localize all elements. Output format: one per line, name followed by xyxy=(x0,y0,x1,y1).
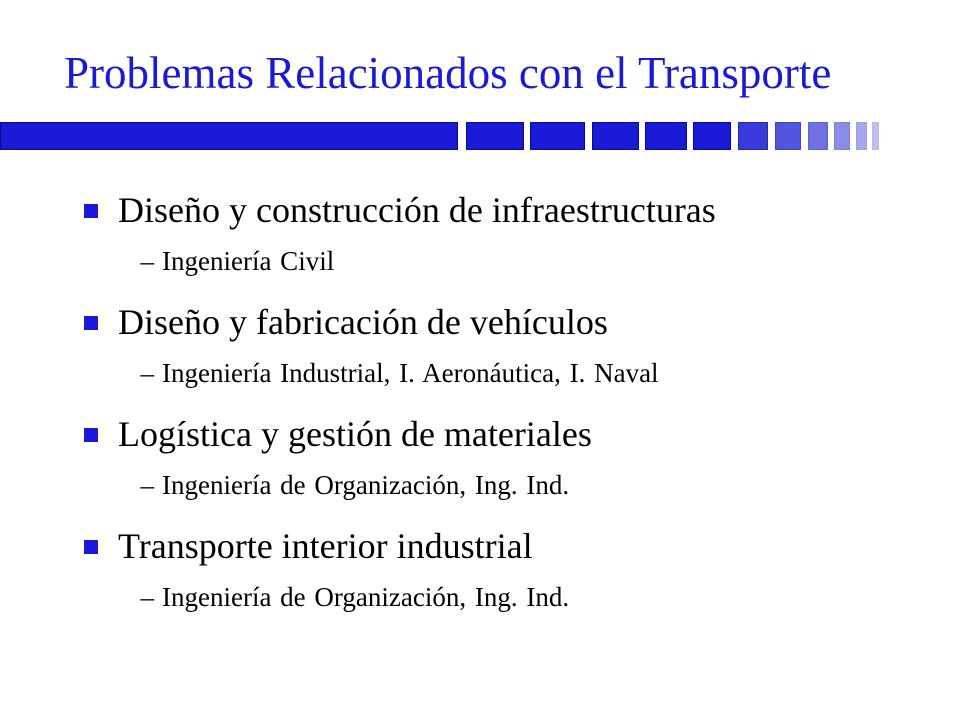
bullet-list xyxy=(84,186,944,614)
sub-bullet xyxy=(84,580,944,614)
slide-title: Problemas Relacionados con el Transporte xyxy=(64,48,832,98)
sub-bullet-text: Ingeniería de Organización, Ing. Ind. xyxy=(162,582,570,612)
sub-bullet-text: Ingeniería de Organización, Ing. Ind. xyxy=(162,470,570,500)
dash-marker: – xyxy=(140,470,154,500)
title-bar-segment xyxy=(466,122,524,150)
sub-bullet xyxy=(84,244,944,278)
title-bar-segment xyxy=(738,122,768,150)
title-bar-segment xyxy=(856,122,867,150)
square-bullet-icon xyxy=(84,204,98,218)
title-bar-segment xyxy=(0,122,458,150)
bullet-text: Diseño y fabricación de vehículos xyxy=(118,302,608,342)
bullet-text: Transporte interior industrial xyxy=(118,526,533,566)
bullet-item xyxy=(84,186,944,278)
bullet-text: Logística y gestión de materiales xyxy=(118,414,592,454)
bullet-item xyxy=(84,298,944,390)
title-decoration-bar xyxy=(0,122,890,150)
bullet-item xyxy=(84,410,944,502)
dash-marker: – xyxy=(140,246,154,276)
bullet-text: Diseño y construcción de infraestructuras xyxy=(118,190,716,230)
sub-bullet-text: Ingeniería Industrial, I. Aeronáutica, I. Naval xyxy=(162,358,659,388)
square-bullet-icon xyxy=(84,540,98,554)
sub-bullet-text: Ingeniería Civil xyxy=(162,246,335,276)
title-bar-segment xyxy=(693,122,731,150)
title-bar-segment xyxy=(592,122,639,150)
sub-bullet xyxy=(84,468,944,502)
title-bar-segment xyxy=(834,122,850,150)
title-bar-segment xyxy=(872,122,879,150)
square-bullet-icon xyxy=(84,428,98,442)
title-bar-segment xyxy=(808,122,828,150)
dash-marker: – xyxy=(140,358,154,388)
dash-marker: – xyxy=(140,582,154,612)
square-bullet-icon xyxy=(84,316,98,330)
title-bar-segment xyxy=(530,122,585,150)
title-bar-segment xyxy=(645,122,687,150)
bullet-item xyxy=(84,522,944,614)
title-bar-segment xyxy=(775,122,801,150)
sub-bullet xyxy=(84,356,944,390)
